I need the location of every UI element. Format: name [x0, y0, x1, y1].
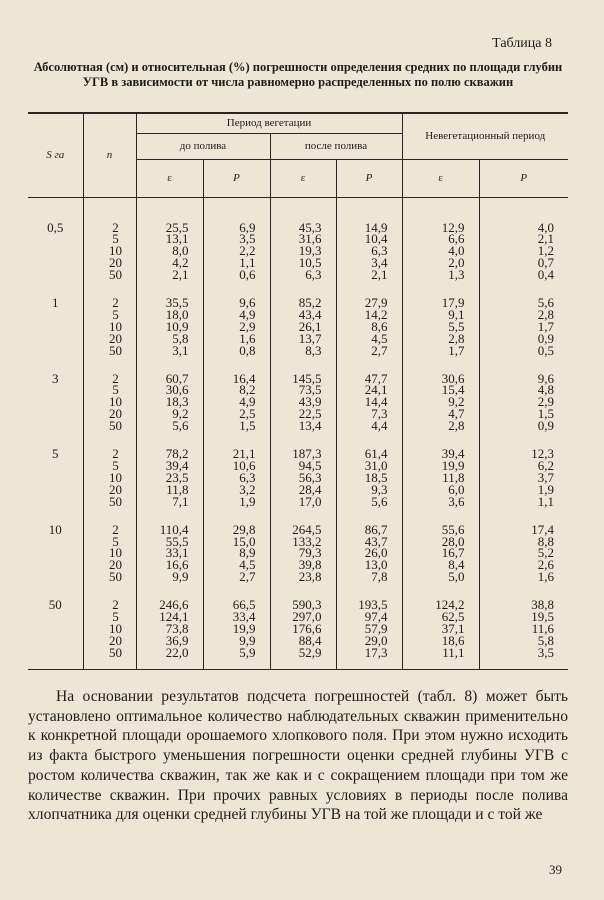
value-cell: 21,1 — [203, 448, 270, 460]
value-cell: 2,1 — [136, 269, 203, 281]
value-cell: 31,6 — [270, 233, 336, 245]
value-cell: 2,6 — [479, 559, 568, 571]
value-cell: 2,5 — [203, 408, 270, 420]
value-cell: 246,6 — [136, 599, 203, 611]
value-cell: 4,5 — [203, 559, 270, 571]
value-cell: 16,4 — [203, 373, 270, 385]
value-cell: 2,2 — [203, 245, 270, 257]
value-cell: 8,6 — [336, 321, 402, 333]
value-cell: 13,0 — [336, 559, 402, 571]
value-cell: 8,2 — [203, 384, 270, 396]
value-cell: 18,3 — [136, 396, 203, 408]
value-cell: 39,8 — [270, 559, 336, 571]
value-cell: 9,3 — [336, 484, 402, 496]
value-cell: 0,9 — [479, 420, 568, 432]
wells-count-cell: 50 — [83, 345, 136, 357]
table-row — [28, 571, 568, 583]
value-cell: 4,8 — [479, 384, 568, 396]
value-cell: 1,2 — [479, 245, 568, 257]
area-cell — [28, 547, 83, 559]
value-cell: 45,3 — [270, 222, 336, 234]
wells-count-cell: 5 — [83, 384, 136, 396]
header-vegetation: Период вегетации — [136, 113, 402, 133]
value-cell: 0,8 — [203, 345, 270, 357]
header-before: до полива — [136, 133, 270, 159]
value-cell: 29,8 — [203, 524, 270, 536]
table-row — [28, 448, 568, 460]
value-cell: 2,1 — [479, 233, 568, 245]
value-cell: 88,4 — [270, 635, 336, 647]
value-cell: 9,1 — [402, 309, 479, 321]
value-cell: 2,8 — [402, 333, 479, 345]
value-cell: 43,4 — [270, 309, 336, 321]
value-cell: 4,2 — [136, 257, 203, 269]
value-cell: 110,4 — [136, 524, 203, 536]
value-cell: 2,9 — [479, 396, 568, 408]
wells-count-cell: 50 — [83, 496, 136, 508]
value-cell: 13,4 — [270, 420, 336, 432]
value-cell: 6,3 — [270, 269, 336, 281]
area-cell — [28, 559, 83, 571]
value-cell: 18,5 — [336, 472, 402, 484]
value-cell: 4,0 — [479, 222, 568, 234]
paragraph-text: На основании результатов подсчета погрешностей (табл. 8) может быть установлено оптимальное количество наблюдательных скважин применительно к конкретной площади орошаемого хлопкового поля. При этом нужно исходить из факта быстрого уменьшения погрешности оценки средней глубины УГВ с ростом количества скважин, так же как и с сокращением площади при том же количестве скважин. При прочих равных условиях в периоды после полива хлопчатника для оценки средней глубины УГВ на той же площади и с той же — [28, 688, 568, 824]
value-cell: 16,6 — [136, 559, 203, 571]
value-cell: 33,1 — [136, 547, 203, 559]
area-cell — [28, 245, 83, 257]
wells-count-cell: 5 — [83, 460, 136, 472]
value-cell: 0,6 — [203, 269, 270, 281]
value-cell: 590,3 — [270, 599, 336, 611]
value-cell: 85,2 — [270, 297, 336, 309]
value-cell: 10,6 — [203, 460, 270, 472]
value-cell: 5,9 — [203, 647, 270, 659]
area-cell: 5 — [52, 446, 59, 462]
value-cell: 5,5 — [402, 321, 479, 333]
value-cell: 2,8 — [479, 309, 568, 321]
area-cell — [28, 384, 83, 396]
table-row — [28, 297, 568, 309]
wells-count-cell: 2 — [83, 448, 136, 460]
wells-count-cell: 5 — [83, 611, 136, 623]
value-cell: 24,1 — [336, 384, 402, 396]
value-cell: 187,3 — [270, 448, 336, 460]
spacer-row — [28, 659, 568, 670]
value-cell: 19,5 — [479, 611, 568, 623]
value-cell: 25,5 — [136, 222, 203, 234]
value-cell: 1,5 — [479, 408, 568, 420]
value-cell: 3,2 — [203, 484, 270, 496]
header-p: P — [203, 159, 270, 197]
value-cell: 13,7 — [270, 333, 336, 345]
value-cell: 11,8 — [136, 484, 203, 496]
value-cell: 3,5 — [203, 233, 270, 245]
value-cell: 19,9 — [402, 460, 479, 472]
header-nonveg: Невегетационный период — [402, 113, 568, 159]
spacer-row — [28, 197, 568, 222]
header-n: n — [83, 113, 136, 197]
value-cell: 5,6 — [336, 496, 402, 508]
value-cell: 6,6 — [402, 233, 479, 245]
value-cell: 86,7 — [336, 524, 402, 536]
wells-count-cell: 20 — [83, 635, 136, 647]
table-body — [28, 197, 568, 669]
value-cell: 7,1 — [136, 496, 203, 508]
wells-count-cell: 10 — [83, 321, 136, 333]
value-cell: 3,6 — [402, 496, 479, 508]
value-cell: 33,4 — [203, 611, 270, 623]
value-cell: 31,0 — [336, 460, 402, 472]
value-cell: 55,5 — [136, 536, 203, 548]
value-cell: 2,7 — [336, 345, 402, 357]
value-cell: 14,4 — [336, 396, 402, 408]
value-cell: 17,9 — [402, 297, 479, 309]
value-cell: 176,6 — [270, 623, 336, 635]
wells-count-cell: 20 — [83, 408, 136, 420]
value-cell: 14,9 — [336, 222, 402, 234]
value-cell: 56,3 — [270, 472, 336, 484]
area-cell: 1 — [52, 295, 59, 311]
value-cell: 19,9 — [203, 623, 270, 635]
value-cell: 4,4 — [336, 420, 402, 432]
value-cell: 12,9 — [402, 222, 479, 234]
value-cell: 17,4 — [479, 524, 568, 536]
wells-count-cell: 5 — [83, 233, 136, 245]
value-cell: 6,2 — [479, 460, 568, 472]
value-cell: 12,3 — [479, 448, 568, 460]
value-cell: 8,0 — [136, 245, 203, 257]
value-cell: 2,0 — [402, 257, 479, 269]
wells-count-cell: 50 — [83, 269, 136, 281]
value-cell: 193,5 — [336, 599, 402, 611]
value-cell: 30,6 — [136, 384, 203, 396]
value-cell: 29,0 — [336, 635, 402, 647]
value-cell: 26,1 — [270, 321, 336, 333]
value-cell: 6,3 — [336, 245, 402, 257]
value-cell: 27,9 — [336, 297, 402, 309]
wells-count-cell: 10 — [83, 472, 136, 484]
value-cell: 79,3 — [270, 547, 336, 559]
value-cell: 66,5 — [203, 599, 270, 611]
value-cell: 8,4 — [402, 559, 479, 571]
area-cell: 50 — [48, 597, 62, 613]
spacer-row — [28, 281, 568, 297]
value-cell: 36,9 — [136, 635, 203, 647]
value-cell: 3,4 — [336, 257, 402, 269]
area-cell — [28, 635, 83, 647]
value-cell: 9,9 — [136, 571, 203, 583]
wells-count-cell: 2 — [83, 524, 136, 536]
wells-count-cell: 10 — [83, 547, 136, 559]
value-cell: 11,8 — [402, 472, 479, 484]
value-cell: 15,0 — [203, 536, 270, 548]
value-cell: 61,4 — [336, 448, 402, 460]
value-cell: 39,4 — [402, 448, 479, 460]
wells-count-cell: 2 — [83, 222, 136, 234]
value-cell: 18,6 — [402, 635, 479, 647]
area-cell: 10 — [48, 521, 62, 537]
value-cell: 94,5 — [270, 460, 336, 472]
value-cell: 23,8 — [270, 571, 336, 583]
value-cell: 78,2 — [136, 448, 203, 460]
value-cell: 10,4 — [336, 233, 402, 245]
value-cell: 18,0 — [136, 309, 203, 321]
value-cell: 22,5 — [270, 408, 336, 420]
value-cell: 145,5 — [270, 373, 336, 385]
value-cell: 38,8 — [479, 599, 568, 611]
wells-count-cell: 20 — [83, 257, 136, 269]
wells-count-cell: 20 — [83, 559, 136, 571]
value-cell: 133,2 — [270, 536, 336, 548]
value-cell: 3,1 — [136, 345, 203, 357]
value-cell: 5,0 — [402, 571, 479, 583]
value-cell: 5,6 — [136, 420, 203, 432]
value-cell: 1,6 — [479, 571, 568, 583]
value-cell: 124,1 — [136, 611, 203, 623]
error-table — [28, 112, 568, 670]
page-number: 39 — [549, 862, 562, 877]
value-cell: 6,9 — [203, 222, 270, 234]
value-cell: 2,9 — [203, 321, 270, 333]
wells-count-cell: 2 — [83, 373, 136, 385]
value-cell: 1,1 — [479, 496, 568, 508]
value-cell: 9,6 — [203, 297, 270, 309]
value-cell: 4,7 — [402, 408, 479, 420]
value-cell: 0,5 — [479, 345, 568, 357]
area-cell — [28, 623, 83, 635]
header-after: после полива — [270, 133, 402, 159]
value-cell: 17,3 — [336, 647, 402, 659]
value-cell: 1,3 — [402, 269, 479, 281]
value-cell: 5,8 — [479, 635, 568, 647]
value-cell: 57,9 — [336, 623, 402, 635]
value-cell: 35,5 — [136, 297, 203, 309]
value-cell: 55,6 — [402, 524, 479, 536]
value-cell: 19,3 — [270, 245, 336, 257]
value-cell: 26,0 — [336, 547, 402, 559]
wells-count-cell: 2 — [83, 297, 136, 309]
area-cell — [28, 309, 83, 321]
value-cell: 124,2 — [402, 599, 479, 611]
value-cell: 62,5 — [402, 611, 479, 623]
wells-count-cell: 10 — [83, 396, 136, 408]
value-cell: 2,8 — [402, 420, 479, 432]
wells-count-cell: 20 — [83, 484, 136, 496]
value-cell: 43,9 — [270, 396, 336, 408]
value-cell: 7,8 — [336, 571, 402, 583]
value-cell: 4,9 — [203, 309, 270, 321]
value-cell: 60,7 — [136, 373, 203, 385]
area-cell — [28, 536, 83, 548]
value-cell: 4,0 — [402, 245, 479, 257]
value-cell: 1,6 — [203, 333, 270, 345]
value-cell: 22,0 — [136, 647, 203, 659]
value-cell: 8,8 — [479, 536, 568, 548]
header-eps: ε — [136, 159, 203, 197]
value-cell: 297,0 — [270, 611, 336, 623]
wells-count-cell: 50 — [83, 647, 136, 659]
wells-count-cell: 50 — [83, 571, 136, 583]
value-cell: 0,9 — [479, 333, 568, 345]
area-cell — [28, 333, 83, 345]
table-row — [28, 373, 568, 385]
value-cell: 8,3 — [270, 345, 336, 357]
value-cell: 1,7 — [402, 345, 479, 357]
value-cell: 3,5 — [479, 647, 568, 659]
area-cell — [28, 420, 83, 432]
header-p: P — [336, 159, 402, 197]
value-cell: 17,0 — [270, 496, 336, 508]
area-cell — [28, 345, 83, 357]
area-cell — [28, 472, 83, 484]
table-row — [28, 345, 568, 357]
area-cell — [28, 571, 83, 583]
value-cell: 28,4 — [270, 484, 336, 496]
value-cell: 16,7 — [402, 547, 479, 559]
value-cell: 9,9 — [203, 635, 270, 647]
value-cell: 4,5 — [336, 333, 402, 345]
value-cell: 1,1 — [203, 257, 270, 269]
value-cell: 7,3 — [336, 408, 402, 420]
value-cell: 1,9 — [203, 496, 270, 508]
wells-count-cell: 10 — [83, 623, 136, 635]
header-s: S га — [28, 113, 83, 197]
area-cell — [28, 647, 83, 659]
value-cell: 23,5 — [136, 472, 203, 484]
value-cell: 73,5 — [270, 384, 336, 396]
wells-count-cell: 5 — [83, 536, 136, 548]
area-cell — [28, 611, 83, 623]
area-cell — [28, 257, 83, 269]
area-cell — [28, 496, 83, 508]
wells-count-cell: 20 — [83, 333, 136, 345]
value-cell: 1,7 — [479, 321, 568, 333]
area-cell: 3 — [52, 370, 59, 386]
wells-count-cell: 2 — [83, 599, 136, 611]
area-cell — [28, 233, 83, 245]
value-cell: 73,8 — [136, 623, 203, 635]
value-cell: 2,1 — [336, 269, 402, 281]
value-cell: 30,6 — [402, 373, 479, 385]
value-cell: 3,7 — [479, 472, 568, 484]
value-cell: 11,6 — [479, 623, 568, 635]
value-cell: 9,2 — [136, 408, 203, 420]
value-cell: 15,4 — [402, 384, 479, 396]
value-cell: 1,9 — [479, 484, 568, 496]
wells-count-cell: 50 — [83, 420, 136, 432]
value-cell: 10,5 — [270, 257, 336, 269]
area-cell — [28, 460, 83, 472]
value-cell: 2,7 — [203, 571, 270, 583]
value-cell: 10,9 — [136, 321, 203, 333]
value-cell: 39,4 — [136, 460, 203, 472]
value-cell: 6,0 — [402, 484, 479, 496]
area-cell — [28, 269, 83, 281]
value-cell: 0,7 — [479, 257, 568, 269]
value-cell: 1,5 — [203, 420, 270, 432]
value-cell: 97,4 — [336, 611, 402, 623]
area-cell — [28, 408, 83, 420]
wells-count-cell: 10 — [83, 245, 136, 257]
table-row — [28, 269, 568, 281]
value-cell: 5,8 — [136, 333, 203, 345]
value-cell: 6,3 — [203, 472, 270, 484]
table-row — [28, 222, 568, 234]
header-eps: ε — [270, 159, 336, 197]
value-cell: 264,5 — [270, 524, 336, 536]
area-cell — [28, 484, 83, 496]
value-cell: 5,6 — [479, 297, 568, 309]
value-cell: 9,2 — [402, 396, 479, 408]
area-cell: 0,5 — [47, 219, 64, 235]
table-label: Таблица 8 — [492, 36, 552, 51]
value-cell: 14,2 — [336, 309, 402, 321]
area-cell — [28, 396, 83, 408]
value-cell: 37,1 — [402, 623, 479, 635]
value-cell: 43,7 — [336, 536, 402, 548]
value-cell: 9,6 — [479, 373, 568, 385]
table-caption: Абсолютная (см) и относительная (%) погрешности определения средних по площади глубин УГВ в зависимости от числа равномерно распределенных по полю скважин — [33, 60, 563, 89]
table-row — [28, 647, 568, 659]
value-cell: 28,0 — [402, 536, 479, 548]
area-cell — [28, 321, 83, 333]
value-cell: 13,1 — [136, 233, 203, 245]
header-eps: ε — [402, 159, 479, 197]
value-cell: 47,7 — [336, 373, 402, 385]
value-cell: 0,4 — [479, 269, 568, 281]
table-row — [28, 496, 568, 508]
value-cell: 4,9 — [203, 396, 270, 408]
value-cell: 5,2 — [479, 547, 568, 559]
body-paragraph — [28, 687, 568, 825]
table-row — [28, 420, 568, 432]
value-cell: 52,9 — [270, 647, 336, 659]
value-cell: 8,9 — [203, 547, 270, 559]
wells-count-cell: 5 — [83, 309, 136, 321]
value-cell: 11,1 — [402, 647, 479, 659]
header-p: P — [479, 159, 568, 197]
